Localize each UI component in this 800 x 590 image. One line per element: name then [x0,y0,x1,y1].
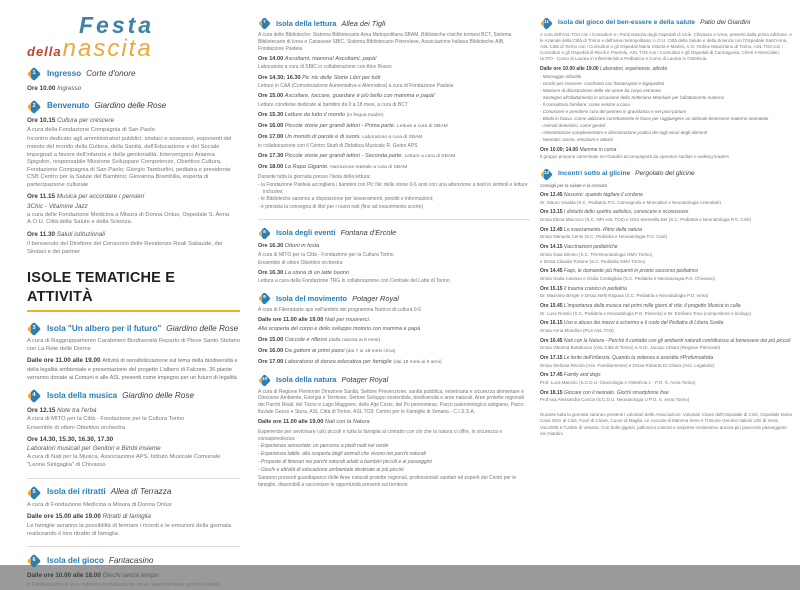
text-bullet: - Animali domestici, come gestirli [540,123,606,128]
activity-detail: Laboratorio a cura di SBAM [362,135,423,141]
text-bullet: - Bimbi in fascia. Come utilizzare correttamente le fasce per raggiungere un ottimale benessere materno neonatale [540,115,769,121]
text-time [540,320,793,327]
text-time [27,85,240,93]
text-time [258,153,530,161]
logo-word-festa: Festa [79,12,155,38]
text-bullet: - Sostegno all'allattamento in occasione della Settimana Mondiale per l'allattamento materno [540,94,725,100]
text-time [258,348,530,356]
time-label: Ore 17.45 [540,372,563,379]
text-body: Durante tutta la giornata presso l'Isola della lettura: [258,174,371,181]
activity-detail: Letture a cura di SBAM. [404,154,457,160]
badge-number: 10 [261,376,268,382]
text-time [27,407,240,415]
text-time [27,436,240,444]
activity-title: Lo svezzamento. Ritmi della natura [563,226,643,233]
badge-number: 1 [32,70,36,77]
column-middle [258,10,530,489]
program-section [258,374,530,489]
text-note: A cura di MITO per la Città - Fondazione per la Cultura Torino [258,251,394,258]
text-note: Il gruppo propone camminate nei Giardini accompagnati da operatori sanitari e walking leaders [540,154,729,160]
time-label: Ore 15.00 [258,336,284,343]
time-label: Ore 12.15 [27,406,56,414]
text-footer: Durante tutta la giornata saranno presenti i volontari delle Associazioni: Volontari Clown dell'Ospedale di Cirié, Ospedale Dolce Casa ODV di Cirié, Fuori di Clown, Cuore di Maglia, Le coccole di Mamma Irene e l'Unione Genitori Italiani UGI di Ivrea, Voic2006 e l'Unitre di Venaria. Con bolle giganti, palloncini colorati e sorprese renderanno ancora più piacevole passeggiare nei Giardini [540,412,793,436]
text-time [540,147,793,154]
activity-title: Nati con la Natura - Perché il contatto con gli ambienti naturali contribuisce al benessere dei più piccoli [563,337,791,344]
text-bullet: - Alimentazione complementare e dimostrazione pratica dei tagli sicuri degli alimenti [540,130,707,136]
time-label: Ore 15.00 [258,93,284,100]
diamond-number-icon [258,374,271,387]
activity-title: Musica per accordare i pensieri [56,193,145,201]
section-header [27,554,240,568]
section-title: Isola del gioco [47,555,104,565]
section-header [258,227,530,240]
program-section [27,546,240,589]
time-label: Ore 10.15 [27,117,56,125]
text-time [540,338,793,345]
activity-title: Ascoltami, mamma! Ascoltami, papà! [284,55,377,62]
text-note: Dr. Massimo Berger e Drssa Nefti Ragusa (S.C. Pediatria e Neonatologia P.O. Ivrea) [540,293,709,299]
section-location: Corte d'onore [86,68,136,78]
activity-title: Piccole storie per grandi lettori - Prima parte. [284,123,396,130]
activity-title: Un mondo di parole e di suoni. [284,134,361,141]
activity-title: Family and dogs [563,372,601,379]
diamond-number-icon [258,227,271,240]
text-body: Il benvenuto del Direttore del Consorzio delle Residenze Reali Sabaude, dei Sindaci e dei partner [27,240,223,255]
activity-title: Coccole e riflessi [284,336,328,343]
text-time [258,123,530,131]
time-label: Ore 14.15 [540,244,563,250]
time-label: Dalle ore 11.00 alle 19.00 [258,317,324,324]
time-label: Ore 11.15 [27,193,56,201]
activity-title: Ingresso [57,84,82,92]
time-label: Ore 12.45 [540,192,563,199]
time-label: Ore 14.00 [258,55,284,62]
time-label: Ore 16.15 [540,320,563,327]
text-time [258,164,530,172]
activity-title: Piccole storie per grandi lettori - Seconda parte. [284,153,403,160]
time-label: Ore 17.00 [258,359,284,366]
activity-title: Ottoni in festa [284,243,320,250]
section-header [258,292,530,305]
text-time [258,337,530,345]
time-label: Ore 16.00 [258,123,284,130]
text-time [258,75,530,83]
diamond-number-icon [27,486,41,500]
section-title: Ingresso [47,68,82,78]
text-note: Ensemble di ottoni Obiettivo orchestra [27,424,125,431]
time-label: Ore 17.30 [258,153,284,160]
text-body: Esperienze per avvicinare i più piccoli e tutta la famiglia al contatto con ciò che la natura ci offre, in sicurezza e consapevolezza: [258,428,503,442]
activity-title: Nati con la Natura [324,419,370,426]
section-title: Isola del gioco del ben-essere e della salute [558,19,696,27]
text-bullet: - Proposte di itinerari nei parchi naturali adatti a bambini piccoli e ai passeggini [258,458,432,465]
section-location: Pergolato del glicine [635,169,695,177]
text-bullet: - la Fondazione Paideia accoglierà i bambini con Pic Nic delle storie 0-6 anni con una attenzione a testi in simboli e letture inclusive; [258,181,528,195]
text-note: A cura della Fondazione Compagnia di San Paolo [27,126,155,133]
section-location: Giardino delle Rose [122,390,195,400]
section-location: Giardino delle Rose [94,101,167,111]
badge-number: 2 [32,103,36,110]
badge-number: 7 [263,20,266,26]
badge-number: 8 [263,230,266,236]
text-note: Laboratorio a cura di SBIC in collaborazione con Alce Rosso [258,64,392,71]
time-label: Dalle ore 11.00 alle 19.00 [27,357,101,365]
text-note: A cura dell'ASL TO4 con i Consultori e i Punti Nascita degli Ospedali di Ciriè, Chivasso e Ivrea, presenti dalla prima edizione, e le Aziende della Città di Torino e dell'area metropolitana: A.O.U. Città della Salute e della Scienza con l'Ospedale Sant'Anna, ASL Città di Torino con i Consultori e gli Ospedali Maria Vittoria e Martini, A.O. Ordine Mauriziano di Torino, ASL TO3 con i Consultori e gli Ospedali di Rivoli e Pinerolo, ASL TO5 con i Consultori e gli Ospedali di Carmagnola, Chieri e Moncalieri, UniTO - Corso di Laurea in Infermieristica Pediatrica e Corso di Laurea in Ostetricia [540,32,792,62]
section-title: Isola della lettura [276,18,337,28]
time-label: Ore 16.00 [258,347,284,354]
activity-title: La storia di un latte buono [284,269,350,276]
text-iline: Consigli per la salute e la crescita [540,182,608,188]
diamond-number-icon [27,67,41,81]
text-bullet: - Neonato: sonno, emozioni e attività [540,137,614,143]
text-note: A cura di MITO per la Città - Fondazione per la Cultura Torino [27,415,185,422]
section-location: Potager Royal [352,293,399,303]
text-iline: Alla scoperta del corpo e dello sviluppo motorio con mamma e papà [258,325,421,332]
section-location: Potager Royal [341,375,389,385]
text-note: A cura di Raggruppamento Carabinieri Biodiversità Reparto di Pieve Santo Stefano con La Rete delle Donne [27,338,240,353]
time-label: Ore 11.30 [27,230,56,238]
time-label: Ore 15.15 [540,285,563,292]
program-section [27,100,240,256]
text-body: Saranno presenti guardiaparco delle Aree naturali protette regionali, professionisti sanitari ed esperti dei Centri per le famiglie, disponibili a raccontare le opportunità presenti sul territorio [258,475,517,488]
text-time [540,192,793,199]
time-label: Ore 10.00 [27,84,56,92]
text-note: Lettura a cura della Fondazione TRG in collaborazione con Centrale del Latte di Torino [258,278,450,285]
diamond-number-icon [27,554,41,568]
section-title: Isola del movimento [276,293,348,303]
section-location: Patio dei Giardini [700,19,751,27]
section-title: Isola degli eventi [276,228,336,238]
activity-title: Giocare con il neonato. Giochi smartphone free [563,389,669,396]
activity-title: Giochi senza tempo [102,571,159,579]
activity-detail: (dai 7 ai 18 mesi circa) [346,348,396,354]
column-right [540,10,793,437]
text-note: Dr. Luca Rossio (S.C. Pediatria e Neonatologia P.O. Pinerolo) e Dr. Emiliano Toso (compositore e biologo) [540,310,751,316]
text-note: Prof. Luca Marozio (S.C.D.U. Ginecologia e Ostetricia 1 - P.O. S. Anna Torino) [540,380,696,385]
time-label: Ore 17.15 [540,354,563,361]
text-note: Drssa Vittorina Buttafuoco (ASL Città di Torino) e Arch. Jacopo Chiara (Regione Piemonte) [540,345,721,351]
text-note: A cura delle Biblioteche: Sistema Bibliotecario Area Metropolitana SBAM, Biblioteche civiche torinesi BCT, Sistema Bibliotecario di Ivrea e Canavese SBIC, Sistema Bibliotecario Pinerolese, Associazione Italiana Biblioteche AIB, Fondazione Paideia [258,32,512,52]
activity-detail: (dalla nascita ai 6 mesi) [328,337,381,343]
time-label: Dalle ore 15.00 alle 19.00 [27,512,101,520]
activity-detail: Attività di sensibilizzazione sul tema della biodiversità e della legalità ambientale e presentazione del progetto L'albero di Falcone, 36 piante verranno donate ai Comuni e alle ASL presenti come impegno per un futuro di legalità [27,358,238,381]
text-body: Incontro dedicato agli amministratori pubblici, sindaci e assessori, esponenti del mondo del mondo della Cultura, della Sanità, dell'Educazione e del Sociale impegnati a favore dell'infanzia e della genitorialità. Intervengono Arianna Spigolon, responsabile Missione Sviluppare Competenze, Obiettivo Cultura, Fondazione Compagnia di San Paolo; Giorgio Tamburlini, pediatra e presidente CSB Centro per la Salute del Bambino; Giovanna Brambilla, esperta di partecipazione culturale [27,136,232,189]
text-time [27,193,240,201]
text-note: Drssa Manuela Cenni (S.C. Pediatria e Neonatologia P.O. Cirié) [540,234,667,240]
badge-number: 6 [32,557,36,564]
time-label: Ore 10.00; 14.00 [540,146,579,153]
time-label: Ore 17.00 [258,134,284,141]
festa-della-nascita-logo [27,10,240,63]
section-title: Isola della musica [47,390,118,400]
section-title: Incontri sotto al glicine [558,169,631,177]
section-title: Isola "Un albero per il futuro" [47,324,162,333]
diamond-number-icon [540,17,553,30]
diamond-number-icon [27,100,41,114]
time-label: Ore 14.30; 16.30 [258,74,301,81]
text-time [258,359,530,367]
activity-title: Ritratti di famiglia [102,512,151,520]
logo-row [27,33,240,65]
text-note: Letture in CAA (Comunicazione Aumentativa e Alternativa) a cura di Fondazione Paideia [258,83,454,90]
time-label: Dalle ore 10.00 alle 18.00 [27,571,101,579]
section-location: Allea dei Tigli [341,18,386,28]
section-title: Benvenuto [47,101,90,111]
text-note: Prof.ssa Alessandra Coscia (S.C.D.U. Neonatologia U P.O. S. Anna Torino) [540,397,690,403]
text-bullet: - Esperienza tattile: alla scoperta degli animali che vivono nei parchi naturali [258,451,426,457]
badge-number: 9 [263,295,266,301]
section-location: Allea di Terrazza [110,487,172,497]
time-label: Ore 14.30, 15.30, 16.30, 17.30 [27,435,114,443]
text-time [27,357,240,382]
activity-title: Letture da tutto il mondo [284,112,346,119]
logo-word-della: della [27,44,62,60]
text-time [258,134,530,142]
text-time [540,227,793,234]
program-section [540,412,793,436]
text-note: Drssa Anna Mondino (PLS ASL TO3) [540,328,614,334]
badge-number: 4 [32,392,36,399]
text-time [258,112,530,120]
text-iline: Laboratori musicali per Genitori e Bimbi insieme [27,445,161,453]
time-label: Ore 18.15 [540,389,563,396]
text-time [258,317,530,325]
text-time [540,209,793,216]
activity-title: Pic nic delle Storie Libri per tutti [302,74,381,81]
text-time [258,243,530,251]
section-header [258,374,530,387]
diamond-number-icon [258,17,271,30]
text-note: Letture condivise dedicate ai bambini da 0 a 18 mesi, a cura di BCT [258,101,408,108]
text-time [540,355,793,362]
text-bullet: - Conoscere e prendersi cura del perineo in gravidanza e nel post-partum [540,108,687,114]
text-note: Dr. Mauro Vivalda (S.C. Pediatria P.O. Carmagnola e Moncalieri e Neonatologia Aziendale) [540,199,721,205]
section-location: Fontana d'Ercole [340,228,397,238]
section-header [27,100,240,114]
program-section [27,478,240,539]
column-left [27,10,240,590]
badge-number: 5 [32,488,36,495]
program-section [27,389,240,469]
text-time [540,372,793,379]
section-title: Isola dei ritratti [47,487,106,497]
time-label: Ore 14.45 [540,268,563,275]
time-label: Ore 18.00 [258,164,284,171]
time-label: Ore 13.45 [540,226,563,233]
program-section [540,168,793,404]
text-note: Ensemble di ottoni Obiettivo orchestra [258,259,343,266]
text-time [27,572,240,580]
activity-title: Uso e abuso dei mezzi a schermo e il ruolo del Pediatra di Libera Scelta [563,320,724,327]
diamond-number-icon [258,292,271,305]
text-bullet: - Giochi per crescere. Confronto con fisioterapisti e logopedisti [540,80,665,86]
activity-title: Nati per muoverci. [324,317,371,324]
time-label: Ore 16.45 [540,337,563,344]
text-body: Il Fantacasino è una colorata installazione dove sperimentare giochi insoliti. [27,582,221,589]
activity-title: Vaccinazioni pediatriche [563,244,618,250]
activity-title: Le ferite dell'infanzia. Quando la violenza è assistita #Profumodivita [563,354,714,361]
section-header [27,389,240,403]
text-time [258,56,530,64]
text-time [540,286,793,293]
section-main-heading: ISOLE TEMATICHE E ATTIVITÀ [27,269,240,312]
badge-number: 11 [543,20,550,26]
text-iline: 3Chic - Vitamine Jazz [27,202,88,210]
section-header [27,486,240,500]
program-section [258,292,530,367]
activity-title: Faqs, le domande più frequenti in pronto soccorso pediatrico [563,268,699,275]
activity-title: Laboratori, esperienze, attività [600,65,668,72]
diamond-number-icon [27,322,41,336]
logo-word-nascita: nascita [62,35,153,63]
text-time [27,117,240,125]
text-bullet: - le Biblioteche saranno a disposizione per tesseramenti, prestiti e informazioni; [258,196,434,203]
text-time [27,513,240,521]
section-header [540,168,793,181]
text-bullet: - Massaggio infantile [540,73,582,79]
text-time [540,244,793,251]
activity-title: Ascoltare, toccare, guardare è più bello con mamma e papà! [284,93,435,100]
text-note: e Drssa Claudia Tortone (S.C. Pediatria OMV Torino) [540,258,646,264]
badge-number: 12 [543,170,550,176]
time-label: Ore 16.30 [258,243,284,250]
activity-detail: Letture a cura di SBAM [397,124,448,130]
diamond-number-icon [540,168,553,181]
activity-title: Nascere: quando tagliare il cordone [563,192,643,199]
text-body: Le famiglie avranno la possibilità di fermare i ricordi e le emozioni della giornata realizzando il loro ritratto di famiglia [27,523,231,537]
section-header [540,17,793,30]
activity-detail: (in lingua madre) [346,113,384,119]
time-label: Dalle ore 10.00 alle 19.00 [540,65,599,72]
activity-title: L'importanza della musica nei primi mille giorni di vita: il progetto Musica in culla [563,303,741,309]
time-label: Ore 16.30 [258,269,284,276]
section-header [27,322,240,336]
time-label: Ore 15.30 [258,112,284,119]
activity-title: Cultura per crescere [57,117,115,125]
activity-detail: (dai 18 mesi ai 6 anni) [393,360,442,366]
text-time [540,66,793,73]
section-header [27,67,240,81]
text-time [540,390,793,397]
text-note: A cura di Fondazione Medicina a Misura di Donna Onlus [27,501,172,508]
program-section [27,67,240,93]
text-time [540,268,793,275]
section-location: Giardino delle Rose [166,324,239,333]
text-note: Drssa Gaia Dimino (S.C. TIN-Neonatologia OMV Torino) [540,251,653,257]
program-section [258,17,530,211]
activity-title: Saluti istituzionali [56,230,106,238]
activity-title: Il trauma cranico in pediatria [563,285,627,292]
text-bullet: - è prevista la consegna di libri per i nuovi nati (fino ad esaurimento scorte) [258,204,424,211]
text-note: Drssa Elena Macocco (S.C. NPI ASL TO4) e OSS Serenella Bet (S.C. Pediatria e Neonatologia P.O. Cirié) [540,217,752,223]
time-label: Dalle ore 11.00 alle 19.00 [258,419,324,426]
text-time [258,270,530,278]
activity-title: Mamme in corsa [579,146,617,153]
text-time [540,303,793,310]
text-bullet: - Giochi e attività di educazione ambientale destinate ai più piccini [258,466,404,473]
section-header [258,17,530,30]
text-bullet: - Manovre di disostruzione delle vie aeree da corpo estraneo [540,87,661,93]
time-label: Ore 15.45 [540,303,563,309]
badge-number: 3 [32,325,36,332]
text-note: Drssa Stefania Rivoria (Ass. Familiarmente) e Drssa Roberta Di Chiara (Ass. Legalarte) [540,362,715,368]
section-title: Isola della natura [276,375,337,385]
diamond-number-icon [27,389,41,403]
text-note: A cura di Regione Piemonte Direzione Sanità, Settore Prevenzione, sanità pubblica, veterinaria e sicurezza alimentare e Direzione Ambiente, Energia e Territorio, Settore Sviluppo sostenibile, biodiversità e aree naturali. Aree protette regionali dei Parchi Reali, del Ticino e Lago Maggiore, delle Alpi Cozie, del Po piemontese, Parco paleontologico astigiano, Parco fluviale Gesso e Stura, ASL Città di Torino, ASL TO3; Centro per le Famiglie di Venaria - C.I.S.S.A. [258,388,524,415]
activity-title: Laboratorio di danza educativa per famiglie [284,359,392,366]
activity-detail: Narrazione teatrale a cura di SBAM [330,165,408,171]
text-note: a cura delle Fondazione Medicina a Misura di Donna Onlus, Ospedale S. Anna A.O.U. Città della Salute e della Scienza. [27,211,230,226]
text-time [258,419,530,427]
activity-title: Note tra l'erba [57,406,97,414]
activity-title: Da gattoni ai primi passi [284,347,345,354]
program-section [540,17,793,161]
activity-title: La Rapa Gigante. [284,164,329,171]
text-bullet: - Il consultorio familiare: come sentirsi a casa [540,101,630,107]
program-section [258,219,530,285]
text-time [27,231,240,239]
program-section [27,322,240,382]
text-note: Drssa Giulia Calosso e Giulia Costagliola (S.C. Pediatria e Neonatologia P.O. Chivasso) [540,276,715,282]
text-bullet: - Esperienza sensoriale: un percorso a piedi nudi nel verde [258,443,389,450]
text-time [258,93,530,101]
time-label: Ore 13.15 [540,209,563,216]
text-note: A cura di Filieradarte aps nell'ambito del programma Nutrirsi di cultura 0-6 [258,307,421,314]
section-location: Fantacasino [108,555,154,565]
text-note: in collaborazione con il Centro Studi di Didattica Musicale R. Goitre APS [258,143,418,150]
text-note: A cura di Nati per la Musica, Associazione APS, Istituto Musicale Comunale "Leone Sinigaglia" di Chivasso [27,454,221,468]
activity-title: I disturbi dello spettro autistico, conoscere e riconoscere [563,209,689,216]
